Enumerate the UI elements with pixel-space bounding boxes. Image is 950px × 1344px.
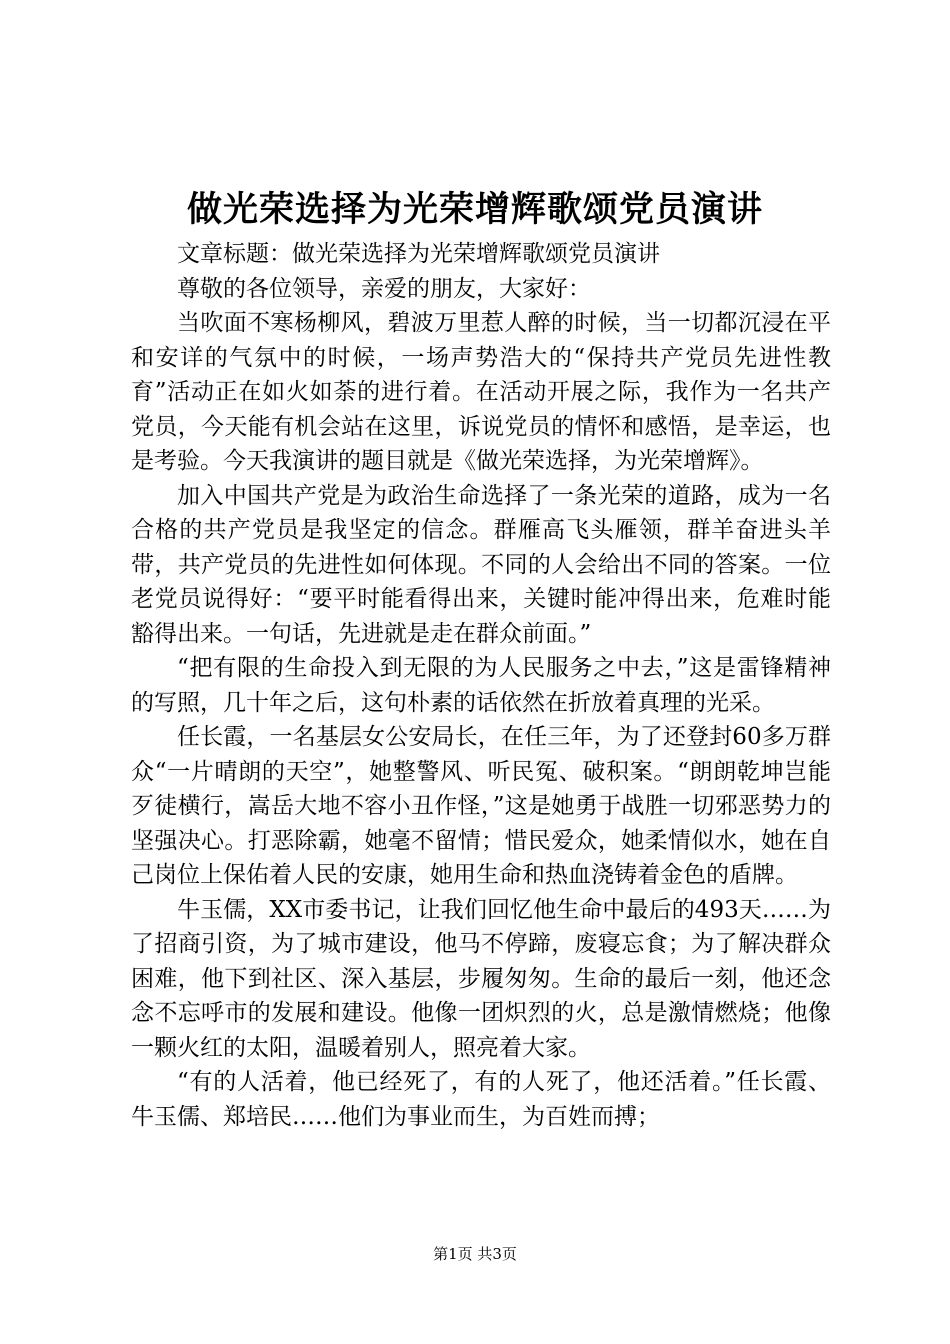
- paragraph: “把有限的生命投入到无限的为人民服务之中去，”这是雷锋精神的写照，几十年之后，这句朴素的话依然在折放着真理的光采。: [131, 655, 831, 716]
- page-footer: 第1页 共3页: [433, 1245, 517, 1263]
- document-body: [131, 237, 831, 1134]
- document-title: 做光荣选择为光荣增辉歌颂党员演讲: [186, 189, 763, 230]
- paragraph: 加入中国共产党是为政治生命选择了一条光荣的道路，成为一名合格的共产党员是我坚定的信念。群雁高飞头雁领，群羊奋进头羊带，共产党员的先进性如何体现。不同的人会给出不同的答案。一位老党员说得好：“要平时能看得出来，关键时能冲得出来，危难时能豁得出来。一句话，先进就是走在群众前面。”: [131, 482, 831, 647]
- paragraph-article-title: 文章标题：做光荣选择为光荣增辉歌颂党员演讲: [177, 241, 660, 267]
- paragraph: 牛玉儒，XX市委书记，让我们回忆他生命中最后的493天……为了招商引资，为了城市建设，他马不停蹄，废寝忘食；为了解决群众困难，他下到社区、深入基层，步履匆匆。生命的最后一刻，他还念念不忘呼市的发展和建设。他像一团炽烈的火，总是激情燃烧；他像一颗火红的太阳，温暖着别人，照亮着大家。: [131, 896, 831, 1061]
- paragraph-greeting: 尊敬的各位领导，亲爱的朋友，大家好：: [177, 275, 591, 302]
- paragraph: “有的人活着，他已经死了，有的人死了，他还活着。”任长霞、牛玉儒、郑培民……他们为事业而生，为百姓而搏；: [131, 1069, 831, 1130]
- paragraph: 当吹面不寒杨柳风，碧波万里惹人醉的时候，当一切都沉浸在平和安详的气氛中的时候，一场声势浩大的“保持共产党员先进性教育”活动正在如火如荼的进行着。在活动开展之际，我作为一名共产党员，今天能有机会站在这里，诉说党员的情怀和感悟，是幸运，也是考验。今天我演讲的题目就是《做光荣选择，为光荣增辉》。: [131, 310, 831, 474]
- paragraph: 任长霞，一名基层女公安局长，在任三年，为了还登封60多万群众“一片晴朗的天空”，她整警风、听民冤、破积案。“朗朗乾坤岂能歹徒横行，嵩岳大地不容小丑作怪，”这是她勇于战胜一切邪恶势力的坚强决心。打恶除霸，她毫不留情；惜民爱众，她柔情似水，她在自己岗位上保佑着人民的安康，她用生命和热血浇铸着金色的盾牌。: [131, 724, 831, 888]
